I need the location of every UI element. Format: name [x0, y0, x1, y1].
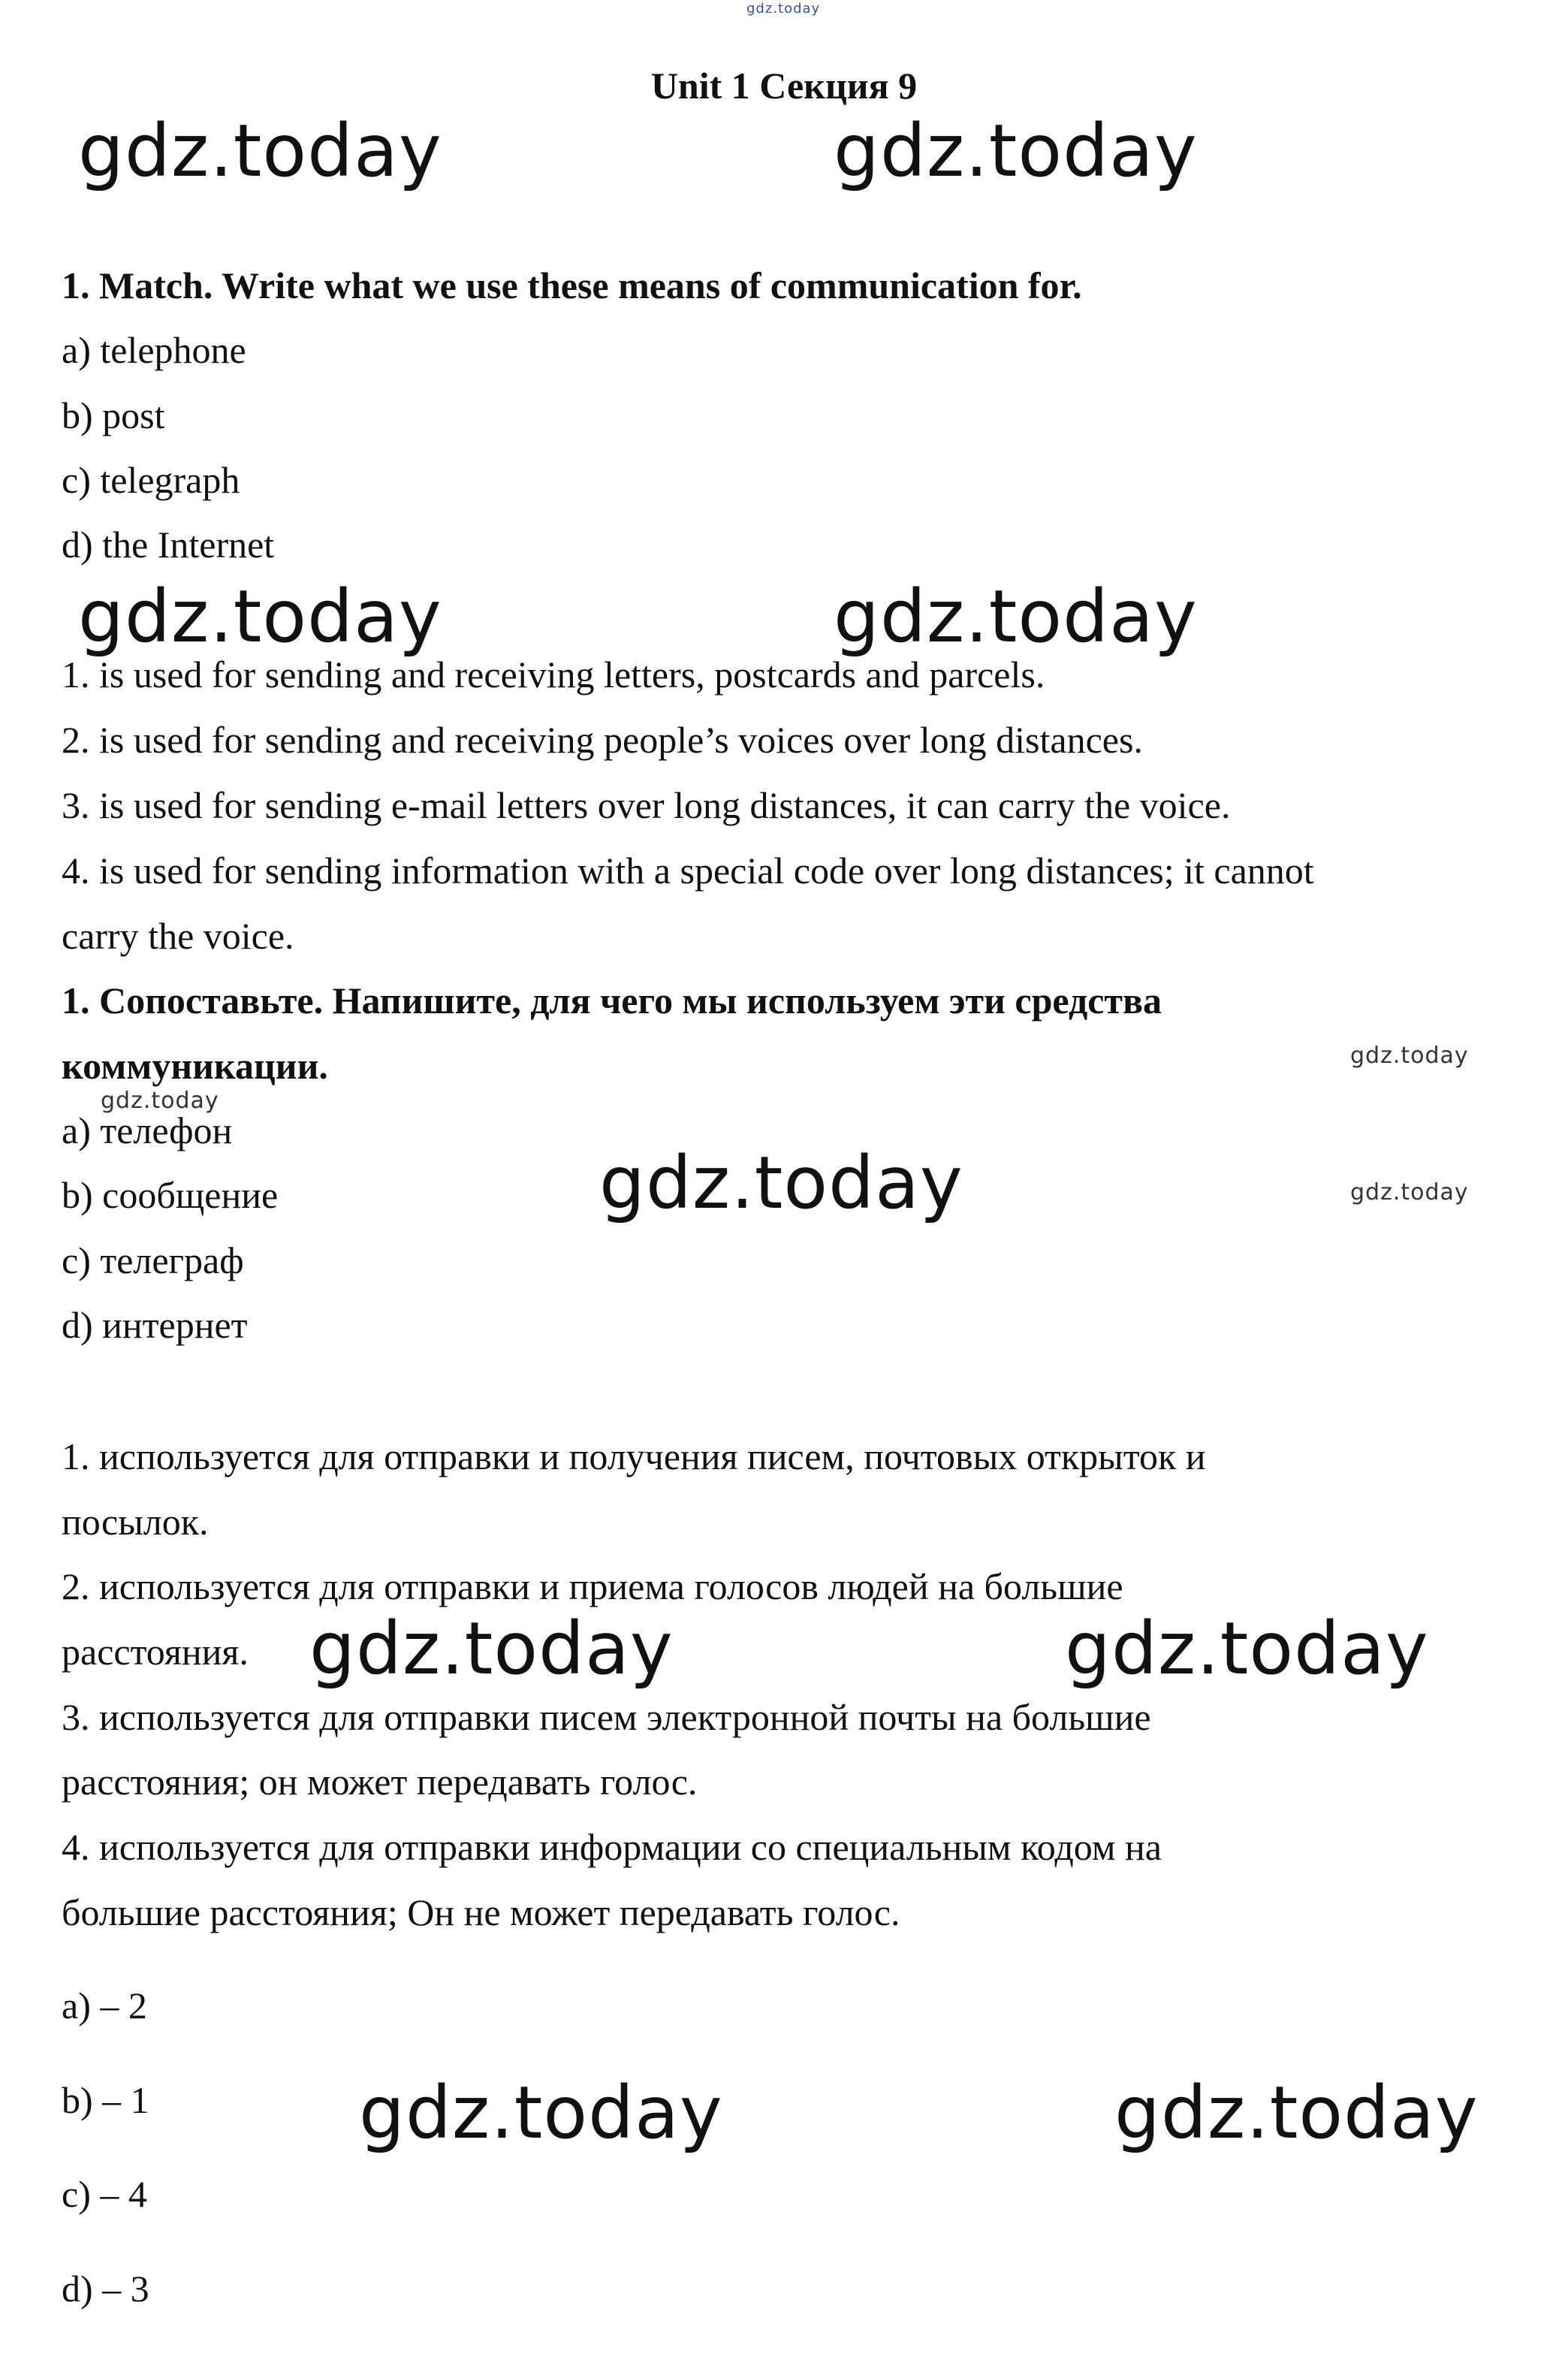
use-item: посылок. [62, 1501, 209, 1543]
use-item: 3. is used for sending e-mail letters over long distances, it can carry the voice. [62, 784, 1231, 826]
top-watermark: gdz.today [746, 1, 821, 17]
task-heading-ru: 1. Сопоставьте. Напишите, для чего мы используем эти средства [62, 979, 1162, 1022]
watermark: gdz.today [1350, 1179, 1469, 1206]
use-item: 2. is used for sending and receiving people’s voices over long distances. [62, 719, 1143, 761]
use-item: 4. is used for sending information with a special code over long distances; it cannot [62, 850, 1314, 892]
option-item: b) сообщение [62, 1174, 279, 1216]
option-item: d) интернет [62, 1304, 248, 1346]
task-heading-en: 1. Match. Write what we use these means of communication for. [62, 264, 1082, 306]
watermark: gdz.today [309, 1607, 674, 1691]
watermark: gdz.today [834, 109, 1198, 193]
watermark: gdz.today [834, 575, 1198, 659]
page-title: Unit 1 Секция 9 [650, 65, 918, 107]
watermark: gdz.today [599, 1141, 963, 1225]
use-item: 3. используется для отправки писем электронной почты на большие [62, 1696, 1151, 1738]
watermark: gdz.today [1065, 1607, 1429, 1691]
use-item: carry the voice. [62, 915, 294, 957]
option-item: a) телефон [62, 1109, 233, 1151]
answer-item: b) – 1 [62, 2079, 149, 2121]
use-item: 2. используется для отправки и приема голосов людей на большие [62, 1565, 1123, 1607]
option-item: c) telegraph [62, 459, 240, 501]
task-heading-ru: коммуникации. [62, 1045, 328, 1087]
watermark: gdz.today [1114, 2071, 1479, 2155]
watermark: gdz.today [101, 1088, 219, 1114]
watermark: gdz.today [359, 2071, 723, 2155]
watermark: gdz.today [78, 109, 442, 193]
use-item: расстояния; он может передавать голос. [62, 1761, 698, 1803]
use-item: 4. используется для отправки информации со специальным кодом на [62, 1826, 1162, 1868]
use-item: расстояния. [62, 1631, 249, 1673]
option-item: a) telephone [62, 329, 246, 371]
answer-item: c) – 4 [62, 2173, 147, 2215]
use-item: 1. используется для отправки и получения писем, почтовых открыток и [62, 1435, 1206, 1477]
option-item: c) телеграф [62, 1239, 244, 1281]
watermark: gdz.today [1350, 1043, 1469, 1069]
option-item: b) post [62, 394, 165, 436]
answer-item: d) – 3 [62, 2268, 149, 2310]
option-item: d) the Internet [62, 524, 275, 566]
answer-item: a) – 2 [62, 1984, 147, 2026]
use-item: 1. is used for sending and receiving letters, postcards and parcels. [62, 653, 1045, 696]
use-item: большие расстояния; Он не может передавать голос. [62, 1891, 900, 1933]
watermark: gdz.today [78, 575, 442, 659]
